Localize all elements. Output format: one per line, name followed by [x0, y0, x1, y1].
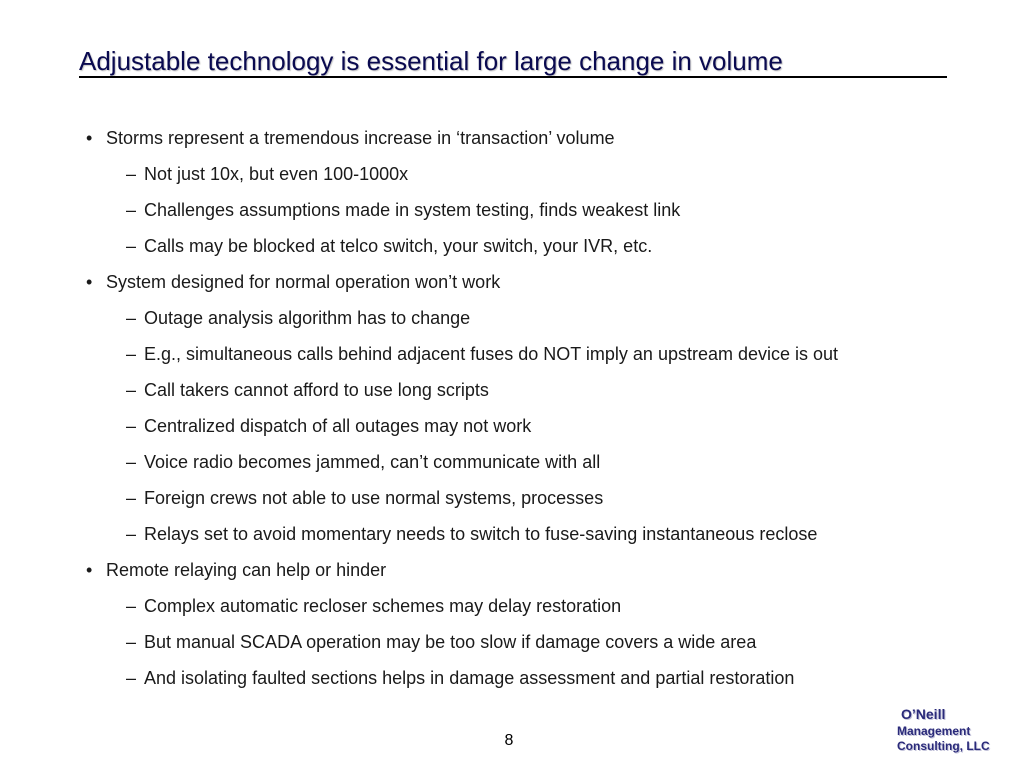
bullet-marker: • [86, 128, 93, 148]
dash-marker: – [126, 236, 137, 256]
dash-marker: – [126, 668, 137, 688]
sub-bullet-text: E.g., simultaneous calls behind adjacent fuses do NOT imply an upstream device is out [144, 344, 839, 364]
sub-bullet-text: Not just 10x, but even 100-1000x [144, 164, 409, 184]
bullet-text: System designed for normal operation won’t work [106, 272, 501, 292]
sub-bullet-item [86, 232, 986, 268]
sub-bullet-item [86, 484, 986, 520]
sub-bullet-text: And isolating faulted sections helps in damage assessment and partial restoration [144, 668, 795, 688]
bullet-list [86, 124, 986, 700]
page-number: 8 [504, 732, 514, 749]
dash-marker: – [126, 488, 137, 508]
dash-marker: – [126, 164, 137, 184]
sub-bullet-text: Calls may be blocked at telco switch, your switch, your IVR, etc. [144, 236, 653, 256]
sub-bullet-text: Complex automatic recloser schemes may delay restoration [144, 596, 622, 616]
company-logo [897, 705, 1007, 757]
sub-bullet-text: Centralized dispatch of all outages may not work [144, 416, 532, 436]
sub-bullet-item [86, 520, 986, 556]
sub-bullet-text: Outage analysis algorithm has to change [144, 308, 471, 328]
sub-bullet-item [86, 628, 986, 664]
sub-bullet-item [86, 448, 986, 484]
sub-bullet-text: Challenges assumptions made in system testing, finds weakest link [144, 200, 681, 220]
sub-bullet-item [86, 304, 986, 340]
logo-line-3: Consulting, LLC [897, 739, 990, 753]
dash-marker: – [126, 596, 137, 616]
dash-marker: – [126, 200, 137, 220]
sub-bullet-text: Foreign crews not able to use normal systems, processes [144, 488, 604, 508]
logo-line-2: Management [897, 724, 971, 738]
bullet-marker: • [86, 272, 93, 292]
bullet-text: Storms represent a tremendous increase in ‘transaction’ volume [106, 128, 615, 148]
sub-bullet-item [86, 160, 986, 196]
logo-line-1: O’Neill [901, 706, 946, 722]
dash-marker: – [126, 416, 137, 436]
dash-marker: – [126, 452, 137, 472]
sub-bullet-text: But manual SCADA operation may be too slow if damage covers a wide area [144, 632, 757, 652]
sub-bullet-item [86, 376, 986, 412]
sub-bullet-text: Voice radio becomes jammed, can’t communicate with all [144, 452, 601, 472]
sub-bullet-item [86, 196, 986, 232]
dash-marker: – [126, 524, 137, 544]
title-underline [79, 76, 947, 78]
bullet-marker: • [86, 560, 93, 580]
sub-bullet-item [86, 412, 986, 448]
sub-bullet-item [86, 340, 986, 376]
sub-bullet-item [86, 664, 986, 700]
dash-marker: – [126, 308, 137, 328]
bullet-item [86, 268, 986, 304]
slide-title: Adjustable technology is essential for large change in volume [79, 46, 783, 76]
dash-marker: – [126, 632, 137, 652]
bullet-item [86, 124, 986, 160]
sub-bullet-text: Call takers cannot afford to use long scripts [144, 380, 489, 400]
bullet-item [86, 556, 986, 592]
dash-marker: – [126, 344, 137, 364]
dash-marker: – [126, 380, 137, 400]
sub-bullet-text: Relays set to avoid momentary needs to switch to fuse-saving instantaneous reclose [144, 524, 818, 544]
slide-title-area [79, 44, 947, 80]
sub-bullet-item [86, 592, 986, 628]
bullet-text: Remote relaying can help or hinder [106, 560, 387, 580]
